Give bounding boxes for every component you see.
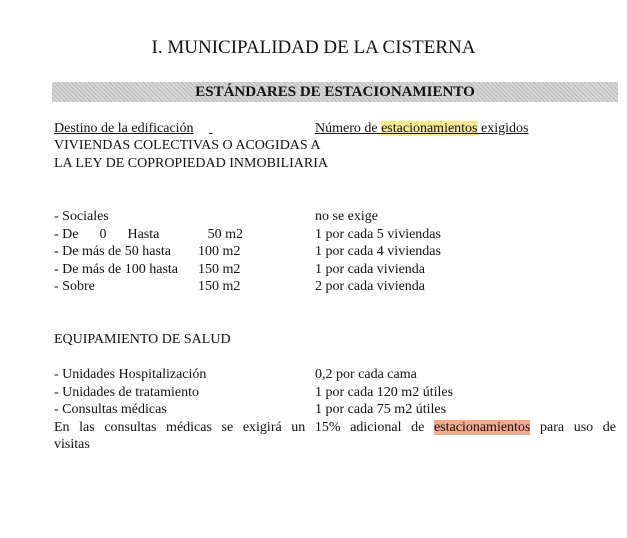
row-destino: - De más de 50 hasta [54,244,172,259]
section2-heading-text: EQUIPAMIENTO DE SALUD [54,332,231,347]
section1-heading-text2: LA LEY DE COPROPIEDAD INMOBILIARIA [54,156,329,171]
row-area: 50 m2 [207,227,243,242]
table-header [54,120,616,138]
table-row [54,226,616,244]
header-numero [315,120,528,138]
row-value: 1 por cada 75 m2 útiles [315,402,447,417]
table-row [54,261,616,279]
document-title: I. MUNICIPALIDAD DE LA CISTERNA [151,37,476,58]
table-row [54,208,616,226]
note-line2: visitas [54,437,90,452]
section-banner [52,82,618,102]
section1-heading-line1 [54,137,616,155]
note-text-before: En las consultas médicas se exigirá un 15% adicional de [54,420,434,435]
header-destino: Destino de la edificación [54,121,194,136]
note-text-after: para uso de [530,420,616,435]
row-value: no se exige [315,209,378,224]
header-numero-suffix: exigidos [477,121,529,136]
row-value: 0,2 por cada cama [315,367,417,382]
table-row [54,243,616,261]
header-numero-prefix: Número de [315,121,382,136]
row-area: 150 m2 [198,279,241,294]
row-destino: - De más de 100 hasta [54,262,179,277]
row-value: 1 por cada 4 viviendas [315,244,441,259]
highlight-estacionamientos: estacionamientos [381,121,478,136]
banner-text: ESTÁNDARES DE ESTACIONAMIENTO [195,84,475,100]
row-value: 1 por cada 120 m2 útiles [315,385,454,400]
section2-heading [54,331,616,349]
table-row [54,278,616,296]
row-value: 1 por cada vivienda [315,262,426,277]
row-area: 150 m2 [198,262,241,277]
row-value: 1 por cada 5 viviendas [315,227,441,242]
header-underline-spacer [209,120,315,138]
row-destino: - Consultas médicas [54,402,167,417]
section1-heading-line2 [54,155,616,173]
table-row [54,384,616,402]
row-area: 100 m2 [198,244,241,259]
highlight-estacionamientos-note: estacionamientos [433,420,531,435]
note-paragraph [54,419,616,437]
row-destino: - Unidades de tratamiento [54,385,200,400]
row-destino: - Sociales [54,209,109,224]
row-destino: - Sobre [54,279,95,294]
row-value: 2 por cada vivienda [315,279,426,294]
table-row [54,366,616,384]
row-destino: - Unidades Hospitalización [54,367,207,382]
row-destino: - De 0 Hasta [54,227,160,242]
section1-heading-text1: VIVIENDAS COLECTIVAS O ACOGIDAS A [54,138,321,153]
table-row [54,401,616,419]
